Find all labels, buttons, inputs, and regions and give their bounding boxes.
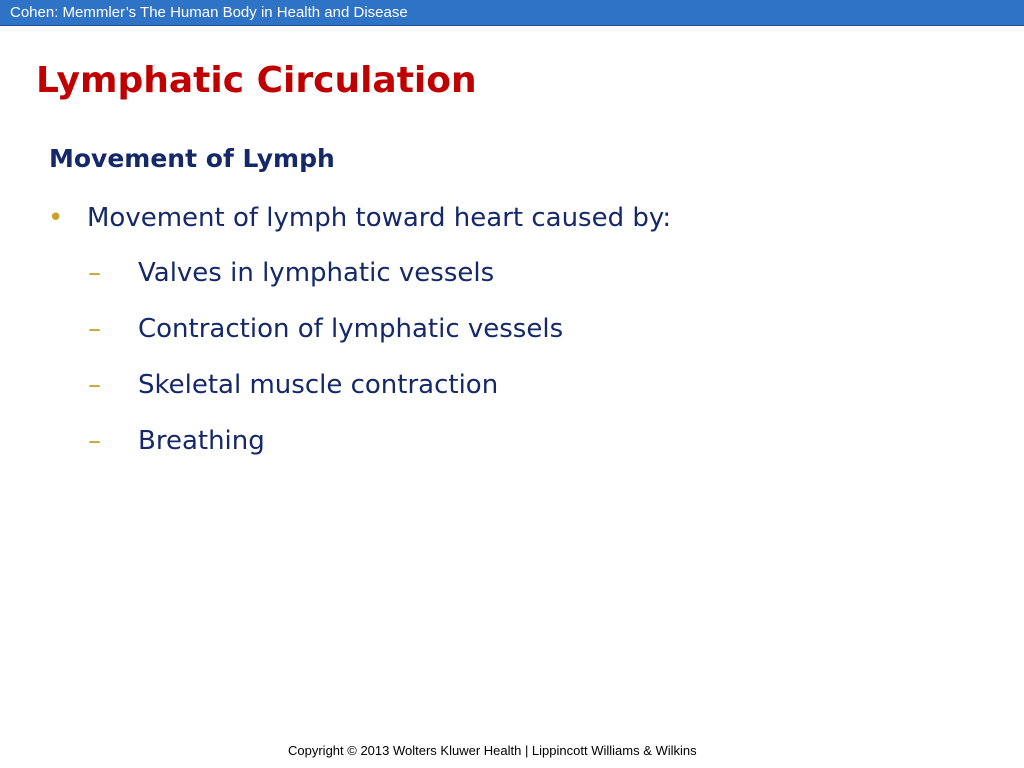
header-bar — [0, 0, 1024, 26]
dash-marker: – — [88, 426, 101, 456]
bullet-marker: • — [48, 203, 64, 233]
sub-bullet-text: Contraction of lymphatic vessels — [138, 314, 564, 344]
dash-marker: – — [88, 370, 101, 400]
section-heading: Movement of Lymph — [49, 144, 335, 173]
slide-title: Lymphatic Circulation — [36, 60, 477, 101]
sub-bullet-text: Skeletal muscle contraction — [138, 370, 499, 400]
dash-marker: – — [88, 314, 101, 344]
dash-marker: – — [88, 258, 101, 288]
sub-bullet-text: Breathing — [138, 426, 265, 456]
copyright-footer: Copyright © 2013 Wolters Kluwer Health | Lippincott Williams & Wilkins — [288, 743, 697, 758]
sub-bullet-text: Valves in lymphatic vessels — [138, 258, 495, 288]
book-title-header: Cohen: Memmler’s The Human Body in Health and Disease — [10, 4, 408, 21]
bullet-text: Movement of lymph toward heart caused by: — [87, 203, 672, 233]
